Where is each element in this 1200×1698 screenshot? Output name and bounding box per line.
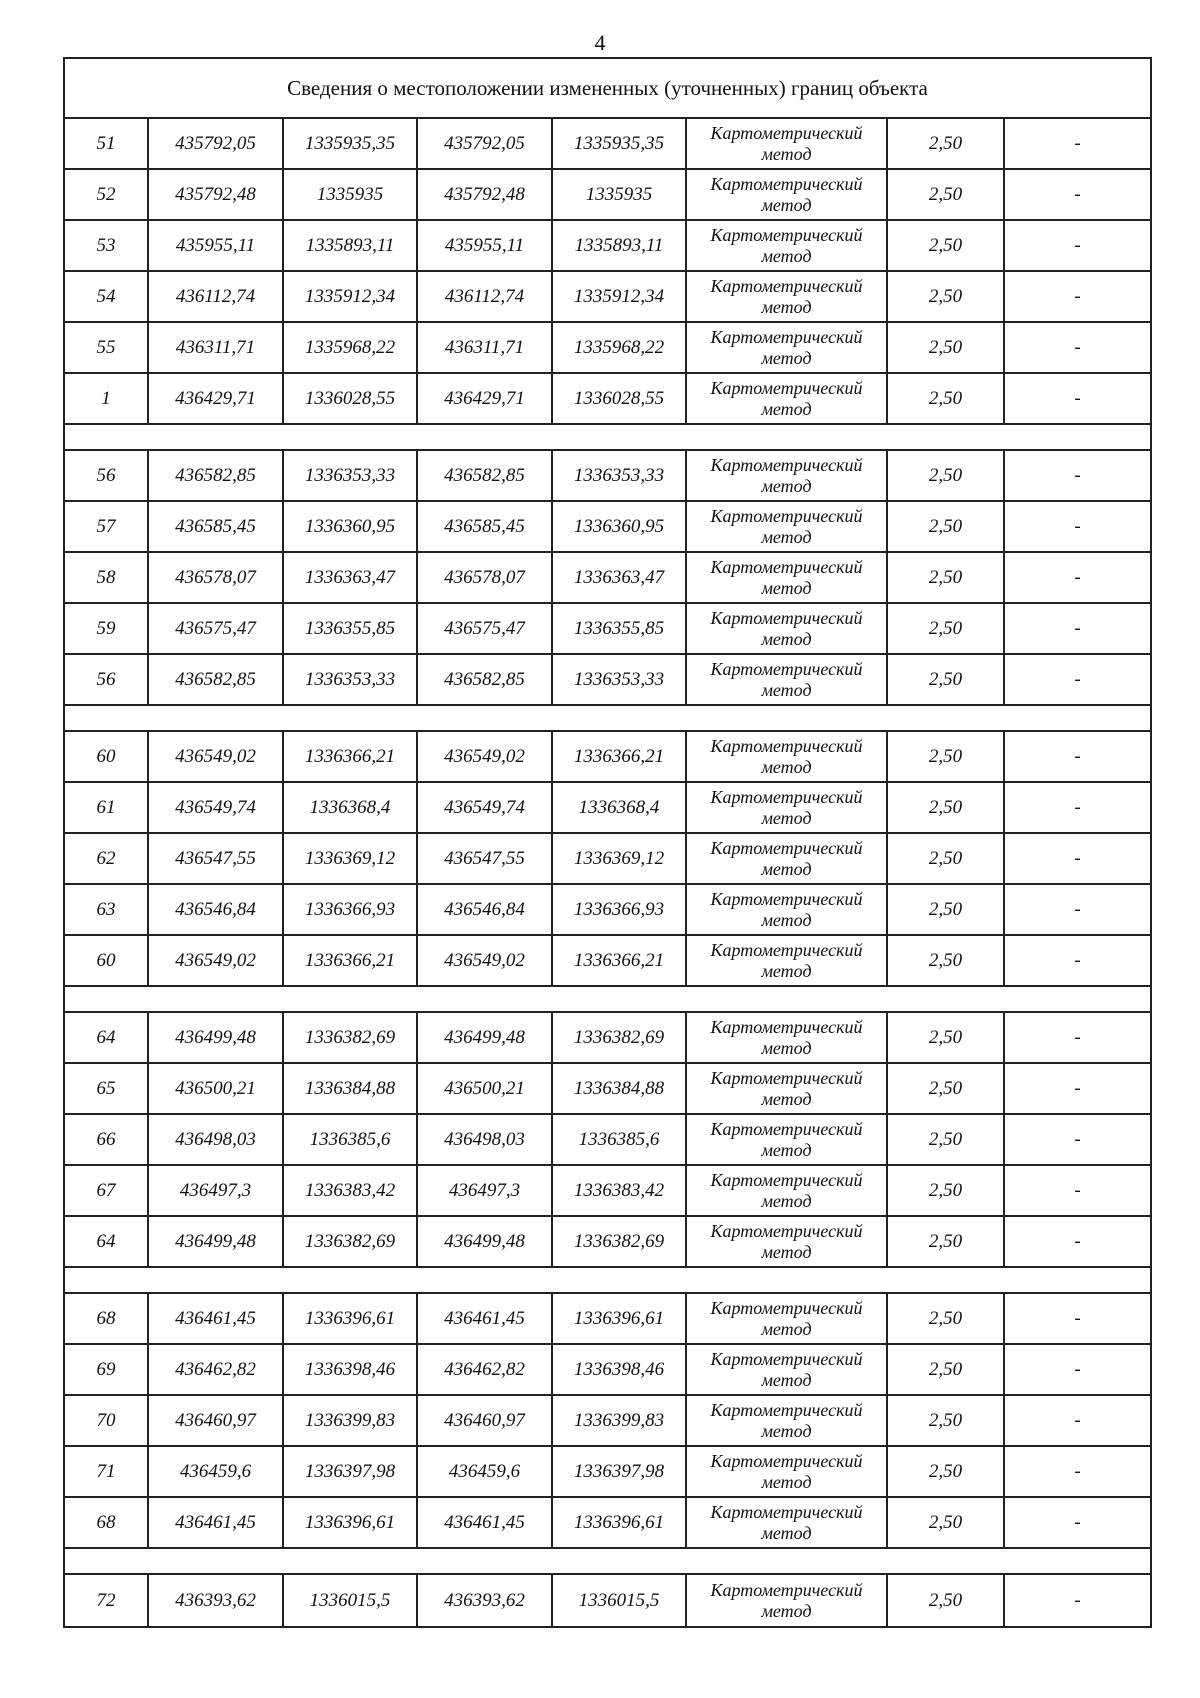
note-cell: - — [1074, 1307, 1081, 1329]
note-cell: - — [1074, 668, 1081, 690]
accuracy-cell: 2,50 — [888, 1294, 1005, 1343]
x-existing-cell: 436575,47 — [149, 604, 284, 653]
point-number-cell: 57 — [65, 502, 149, 551]
y-existing-cell: 1335968,22 — [284, 323, 418, 372]
point-number-cell: 68 — [65, 1294, 149, 1343]
y-refined-cell: 1336363,47 — [553, 553, 687, 602]
method-cell: Картометрический метод — [687, 885, 888, 934]
accuracy-cell: 2,50 — [888, 553, 1005, 602]
y-refined-cell: 1336355,85 — [553, 604, 687, 653]
table-row — [65, 783, 1150, 834]
y-refined-cell: 1336382,69 — [553, 1217, 687, 1266]
note-cell: - — [1074, 1460, 1081, 1482]
table-row — [65, 272, 1150, 323]
table-row — [65, 1447, 1150, 1498]
x-existing-cell: 436499,48 — [149, 1217, 284, 1266]
point-number-cell: 56 — [65, 451, 149, 500]
table-row — [65, 655, 1150, 706]
note-cell: - — [1074, 285, 1081, 307]
y-refined-cell: 1336369,12 — [553, 834, 687, 883]
point-number-cell: 64 — [65, 1217, 149, 1266]
contour-separator-row — [65, 1268, 1150, 1294]
y-existing-cell: 1336366,93 — [284, 885, 418, 934]
x-existing-cell: 436462,82 — [149, 1345, 284, 1394]
accuracy-cell: 2,50 — [888, 1575, 1005, 1626]
point-number-cell: 68 — [65, 1498, 149, 1547]
method-cell: Картометрический метод — [687, 1345, 888, 1394]
contour-separator-row — [65, 706, 1150, 732]
accuracy-cell: 2,50 — [888, 1013, 1005, 1062]
note-cell: - — [1074, 745, 1081, 767]
accuracy-cell: 2,50 — [888, 834, 1005, 883]
accuracy-cell: 2,50 — [888, 119, 1005, 168]
table-row — [65, 885, 1150, 936]
table-row — [65, 1217, 1150, 1268]
y-refined-cell: 1336028,55 — [553, 374, 687, 423]
y-existing-cell: 1336399,83 — [284, 1396, 418, 1445]
method-cell: Картометрический метод — [687, 1064, 888, 1113]
point-number-cell: 70 — [65, 1396, 149, 1445]
accuracy-cell: 2,50 — [888, 170, 1005, 219]
point-number-cell: 51 — [65, 119, 149, 168]
y-refined-cell: 1336396,61 — [553, 1294, 687, 1343]
note-cell: - — [1074, 1077, 1081, 1099]
contour-separator-row — [65, 1549, 1150, 1575]
table-row — [65, 1115, 1150, 1166]
note-cell: - — [1074, 1230, 1081, 1252]
contour-separator-row — [65, 425, 1150, 451]
accuracy-cell: 2,50 — [888, 885, 1005, 934]
method-cell: Картометрический метод — [687, 604, 888, 653]
point-number-cell: 52 — [65, 170, 149, 219]
x-refined-cell: 436500,21 — [418, 1064, 553, 1113]
point-number-cell: 64 — [65, 1013, 149, 1062]
x-refined-cell: 436546,84 — [418, 885, 553, 934]
y-refined-cell: 1335912,34 — [553, 272, 687, 321]
y-existing-cell: 1336366,21 — [284, 936, 418, 985]
y-refined-cell: 1336382,69 — [553, 1013, 687, 1062]
y-existing-cell: 1336396,61 — [284, 1294, 418, 1343]
x-existing-cell: 436549,02 — [149, 732, 284, 781]
y-existing-cell: 1336382,69 — [284, 1217, 418, 1266]
method-cell: Картометрический метод — [687, 553, 888, 602]
x-refined-cell: 436499,48 — [418, 1217, 553, 1266]
note-cell: - — [1074, 1358, 1081, 1380]
table-row — [65, 1396, 1150, 1447]
x-existing-cell: 435792,48 — [149, 170, 284, 219]
note-cell: - — [1074, 796, 1081, 818]
method-cell: Картометрический метод — [687, 323, 888, 372]
note-cell: - — [1074, 898, 1081, 920]
y-refined-cell: 1336399,83 — [553, 1396, 687, 1445]
note-cell: - — [1074, 515, 1081, 537]
contour-separator-row — [65, 987, 1150, 1013]
y-existing-cell: 1336028,55 — [284, 374, 418, 423]
x-existing-cell: 436311,71 — [149, 323, 284, 372]
y-refined-cell: 1336366,21 — [553, 732, 687, 781]
y-existing-cell: 1336398,46 — [284, 1345, 418, 1394]
method-cell: Картометрический метод — [687, 1396, 888, 1445]
y-existing-cell: 1336353,33 — [284, 655, 418, 704]
point-number-cell: 69 — [65, 1345, 149, 1394]
x-refined-cell: 436499,48 — [418, 1013, 553, 1062]
x-refined-cell: 436393,62 — [418, 1575, 553, 1626]
table-row — [65, 1345, 1150, 1396]
x-refined-cell: 436459,6 — [418, 1447, 553, 1496]
x-refined-cell: 436578,07 — [418, 553, 553, 602]
y-refined-cell: 1336384,88 — [553, 1064, 687, 1113]
method-cell: Картометрический метод — [687, 119, 888, 168]
x-refined-cell: 436547,55 — [418, 834, 553, 883]
table-row — [65, 1166, 1150, 1217]
method-cell: Картометрический метод — [687, 502, 888, 551]
point-number-cell: 60 — [65, 936, 149, 985]
y-existing-cell: 1336396,61 — [284, 1498, 418, 1547]
point-number-cell: 55 — [65, 323, 149, 372]
x-refined-cell: 436497,3 — [418, 1166, 553, 1215]
method-cell: Картометрический метод — [687, 1498, 888, 1547]
note-cell: - — [1074, 183, 1081, 205]
method-cell: Картометрический метод — [687, 1166, 888, 1215]
x-refined-cell: 435792,05 — [418, 119, 553, 168]
x-existing-cell: 436499,48 — [149, 1013, 284, 1062]
method-cell: Картометрический метод — [687, 936, 888, 985]
table-row — [65, 1575, 1150, 1626]
y-refined-cell: 1336366,93 — [553, 885, 687, 934]
accuracy-cell: 2,50 — [888, 1064, 1005, 1113]
note-cell: - — [1074, 464, 1081, 486]
accuracy-cell: 2,50 — [888, 1115, 1005, 1164]
note-cell: - — [1074, 234, 1081, 256]
x-refined-cell: 436549,74 — [418, 783, 553, 832]
table-row — [65, 1064, 1150, 1115]
y-existing-cell: 1336369,12 — [284, 834, 418, 883]
x-refined-cell: 436498,03 — [418, 1115, 553, 1164]
table-row — [65, 1013, 1150, 1064]
x-existing-cell: 436112,74 — [149, 272, 284, 321]
x-existing-cell: 436578,07 — [149, 553, 284, 602]
note-cell: - — [1074, 1128, 1081, 1150]
point-number-cell: 66 — [65, 1115, 149, 1164]
y-refined-cell: 1336368,4 — [553, 783, 687, 832]
y-refined-cell: 1336353,33 — [553, 655, 687, 704]
x-refined-cell: 436549,02 — [418, 732, 553, 781]
note-cell: - — [1074, 1511, 1081, 1533]
accuracy-cell: 2,50 — [888, 1217, 1005, 1266]
accuracy-cell: 2,50 — [888, 604, 1005, 653]
note-cell: - — [1074, 566, 1081, 588]
x-refined-cell: 436311,71 — [418, 323, 553, 372]
method-cell: Картометрический метод — [687, 732, 888, 781]
x-refined-cell: 436112,74 — [418, 272, 553, 321]
x-existing-cell: 436461,45 — [149, 1498, 284, 1547]
x-refined-cell: 435792,48 — [418, 170, 553, 219]
y-existing-cell: 1336015,5 — [284, 1575, 418, 1626]
note-cell: - — [1074, 387, 1081, 409]
note-cell: - — [1074, 1589, 1081, 1611]
accuracy-cell: 2,50 — [888, 783, 1005, 832]
y-refined-cell: 1336385,6 — [553, 1115, 687, 1164]
table-row — [65, 374, 1150, 425]
accuracy-cell: 2,50 — [888, 374, 1005, 423]
method-cell: Картометрический метод — [687, 374, 888, 423]
note-cell: - — [1074, 617, 1081, 639]
note-cell: - — [1074, 336, 1081, 358]
y-refined-cell: 1336015,5 — [553, 1575, 687, 1626]
y-existing-cell: 1336355,85 — [284, 604, 418, 653]
table-row — [65, 604, 1150, 655]
method-cell: Картометрический метод — [687, 1013, 888, 1062]
method-cell: Картометрический метод — [687, 221, 888, 270]
page-number: 4 — [594, 30, 606, 55]
x-refined-cell: 436549,02 — [418, 936, 553, 985]
x-existing-cell: 436546,84 — [149, 885, 284, 934]
point-number-cell: 58 — [65, 553, 149, 602]
x-existing-cell: 436497,3 — [149, 1166, 284, 1215]
x-existing-cell: 436460,97 — [149, 1396, 284, 1445]
table-row — [65, 732, 1150, 783]
y-existing-cell: 1336353,33 — [284, 451, 418, 500]
x-refined-cell: 436461,45 — [418, 1498, 553, 1547]
y-existing-cell: 1336383,42 — [284, 1166, 418, 1215]
point-number-cell: 53 — [65, 221, 149, 270]
x-existing-cell: 436429,71 — [149, 374, 284, 423]
y-refined-cell: 1336397,98 — [553, 1447, 687, 1496]
accuracy-cell: 2,50 — [888, 502, 1005, 551]
method-cell: Картометрический метод — [687, 783, 888, 832]
method-cell: Картометрический метод — [687, 1294, 888, 1343]
y-existing-cell: 1336368,4 — [284, 783, 418, 832]
method-cell: Картометрический метод — [687, 451, 888, 500]
y-existing-cell: 1335935,35 — [284, 119, 418, 168]
accuracy-cell: 2,50 — [888, 451, 1005, 500]
note-cell: - — [1074, 1179, 1081, 1201]
table-row — [65, 323, 1150, 374]
x-existing-cell: 436549,74 — [149, 783, 284, 832]
point-number-cell: 61 — [65, 783, 149, 832]
point-number-cell: 63 — [65, 885, 149, 934]
table-title: Сведения о местоположении измененных (уточненных) границ объекта — [65, 59, 1150, 119]
x-existing-cell: 435955,11 — [149, 221, 284, 270]
x-existing-cell: 436498,03 — [149, 1115, 284, 1164]
y-existing-cell: 1335912,34 — [284, 272, 418, 321]
point-number-cell: 59 — [65, 604, 149, 653]
table-row — [65, 1498, 1150, 1549]
table-row — [65, 119, 1150, 170]
x-refined-cell: 436462,82 — [418, 1345, 553, 1394]
x-existing-cell: 436500,21 — [149, 1064, 284, 1113]
accuracy-cell: 2,50 — [888, 1166, 1005, 1215]
method-cell: Картометрический метод — [687, 170, 888, 219]
point-number-cell: 62 — [65, 834, 149, 883]
point-number-cell: 67 — [65, 1166, 149, 1215]
accuracy-cell: 2,50 — [888, 936, 1005, 985]
y-existing-cell: 1336366,21 — [284, 732, 418, 781]
point-number-cell: 65 — [65, 1064, 149, 1113]
y-refined-cell: 1335935 — [553, 170, 687, 219]
point-number-cell: 60 — [65, 732, 149, 781]
x-refined-cell: 436460,97 — [418, 1396, 553, 1445]
y-existing-cell: 1335893,11 — [284, 221, 418, 270]
y-existing-cell: 1336385,6 — [284, 1115, 418, 1164]
y-existing-cell: 1336384,88 — [284, 1064, 418, 1113]
table-row — [65, 936, 1150, 987]
method-cell: Картометрический метод — [687, 1217, 888, 1266]
x-existing-cell: 436459,6 — [149, 1447, 284, 1496]
accuracy-cell: 2,50 — [888, 1447, 1005, 1496]
point-number-cell: 54 — [65, 272, 149, 321]
method-cell: Картометрический метод — [687, 655, 888, 704]
x-refined-cell: 436461,45 — [418, 1294, 553, 1343]
accuracy-cell: 2,50 — [888, 323, 1005, 372]
table-row — [65, 1294, 1150, 1345]
method-cell: Картометрический метод — [687, 1447, 888, 1496]
method-cell: Картометрический метод — [687, 1115, 888, 1164]
x-refined-cell: 436429,71 — [418, 374, 553, 423]
point-number-cell: 1 — [65, 374, 149, 423]
y-refined-cell: 1335935,35 — [553, 119, 687, 168]
point-number-cell: 56 — [65, 655, 149, 704]
table-row — [65, 221, 1150, 272]
x-existing-cell: 436547,55 — [149, 834, 284, 883]
accuracy-cell: 2,50 — [888, 1345, 1005, 1394]
point-number-cell: 72 — [65, 1575, 149, 1626]
y-refined-cell: 1336396,61 — [553, 1498, 687, 1547]
table-row — [65, 170, 1150, 221]
accuracy-cell: 2,50 — [888, 1396, 1005, 1445]
note-cell: - — [1074, 1026, 1081, 1048]
accuracy-cell: 2,50 — [888, 732, 1005, 781]
note-cell: - — [1074, 132, 1081, 154]
y-existing-cell: 1336363,47 — [284, 553, 418, 602]
accuracy-cell: 2,50 — [888, 221, 1005, 270]
accuracy-cell: 2,50 — [888, 655, 1005, 704]
accuracy-cell: 2,50 — [888, 1498, 1005, 1547]
boundary-coordinates-table — [63, 57, 1152, 1628]
table-body — [65, 119, 1150, 1626]
accuracy-cell: 2,50 — [888, 272, 1005, 321]
method-cell: Картометрический метод — [687, 272, 888, 321]
table-row — [65, 834, 1150, 885]
table-row — [65, 553, 1150, 604]
y-existing-cell: 1335935 — [284, 170, 418, 219]
x-refined-cell: 436582,85 — [418, 451, 553, 500]
y-refined-cell: 1336398,46 — [553, 1345, 687, 1394]
y-refined-cell: 1335968,22 — [553, 323, 687, 372]
x-refined-cell: 436585,45 — [418, 502, 553, 551]
x-existing-cell: 436585,45 — [149, 502, 284, 551]
y-refined-cell: 1336353,33 — [553, 451, 687, 500]
x-existing-cell: 436582,85 — [149, 655, 284, 704]
x-existing-cell: 436549,02 — [149, 936, 284, 985]
method-cell: Картометрический метод — [687, 1575, 888, 1626]
table-row — [65, 451, 1150, 502]
x-existing-cell: 436582,85 — [149, 451, 284, 500]
note-cell: - — [1074, 949, 1081, 971]
y-refined-cell: 1335893,11 — [553, 221, 687, 270]
x-existing-cell: 435792,05 — [149, 119, 284, 168]
y-existing-cell: 1336382,69 — [284, 1013, 418, 1062]
table-row — [65, 502, 1150, 553]
y-existing-cell: 1336397,98 — [284, 1447, 418, 1496]
x-existing-cell: 436461,45 — [149, 1294, 284, 1343]
x-refined-cell: 436575,47 — [418, 604, 553, 653]
y-existing-cell: 1336360,95 — [284, 502, 418, 551]
method-cell: Картометрический метод — [687, 834, 888, 883]
y-refined-cell: 1336383,42 — [553, 1166, 687, 1215]
y-refined-cell: 1336366,21 — [553, 936, 687, 985]
y-refined-cell: 1336360,95 — [553, 502, 687, 551]
note-cell: - — [1074, 847, 1081, 869]
x-refined-cell: 436582,85 — [418, 655, 553, 704]
point-number-cell: 71 — [65, 1447, 149, 1496]
x-existing-cell: 436393,62 — [149, 1575, 284, 1626]
note-cell: - — [1074, 1409, 1081, 1431]
x-refined-cell: 435955,11 — [418, 221, 553, 270]
